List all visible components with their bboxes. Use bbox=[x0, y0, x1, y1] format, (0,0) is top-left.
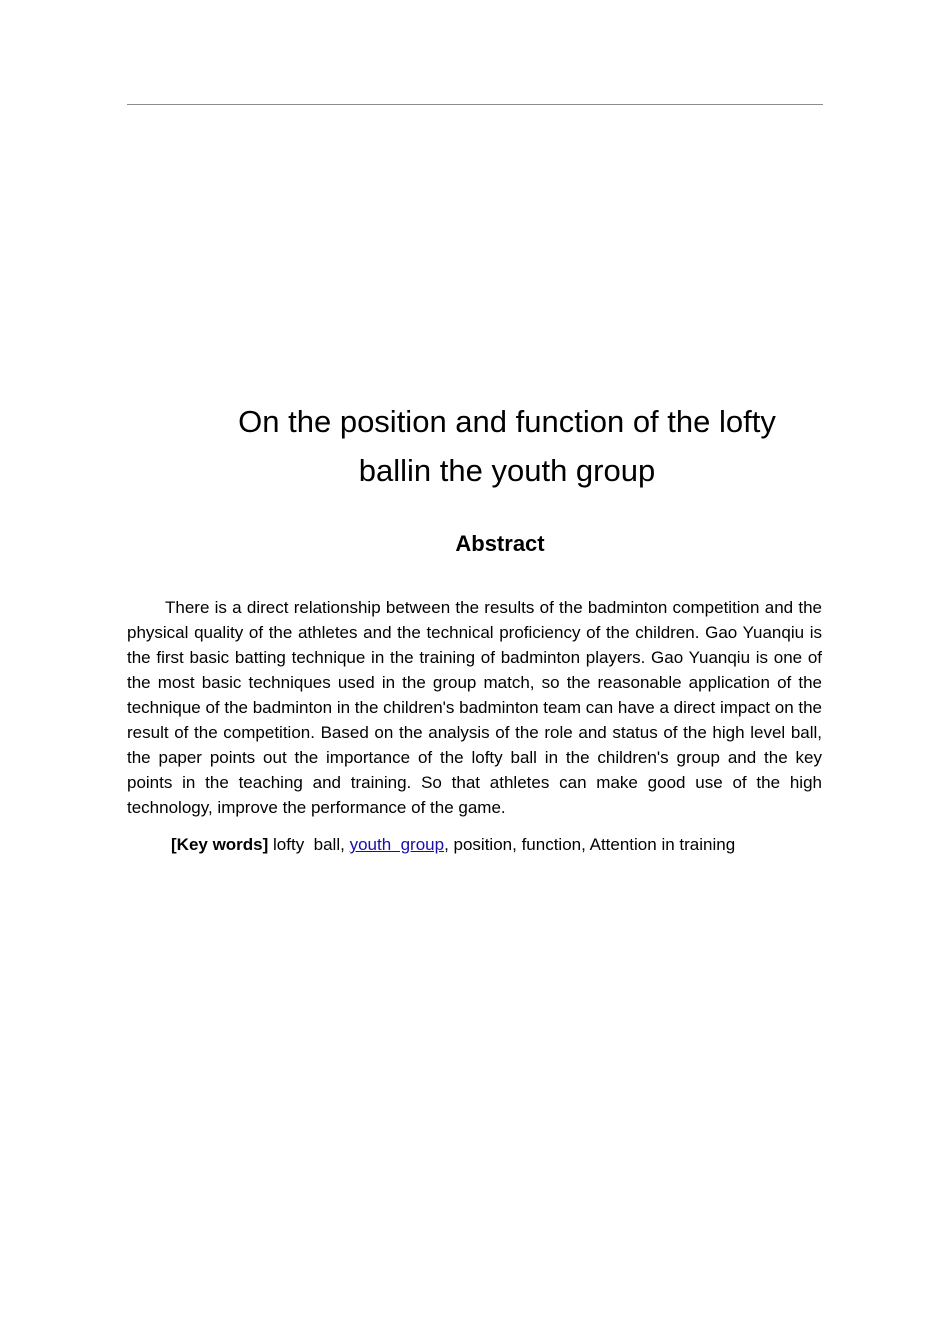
keywords-label: [Key words] bbox=[171, 835, 269, 854]
header-rule bbox=[127, 104, 823, 105]
keyword-link-youth-group[interactable]: youth group bbox=[349, 835, 445, 854]
keywords-text-before: lofty ball, bbox=[268, 835, 350, 854]
paper-title bbox=[127, 397, 887, 495]
abstract-body: There is a direct relationship between the results of the badminton competition and the physical quality of the athletes and the technical proficiency of the children. Gao Yuanqiu is the first basic batting technique in the training of badminton players. Gao Yuanqiu is one of the most basic techniques used in the group match, so the reasonable application of the technique of the badminton in the children's badminton team can have a direct impact on the result of the competition. Based on the analysis of the role and status of the high level ball, the paper points out the importance of the lofty ball in the children's group and the key points in the teaching and training. So that athletes can make good use of the high technology, improve the performance of the game. bbox=[127, 598, 823, 817]
abstract-heading: Abstract bbox=[455, 531, 545, 556]
keywords-text-after: , position, function, Attention in training bbox=[444, 835, 736, 854]
title-line-2: ballin the youth group bbox=[358, 453, 656, 488]
keywords-line bbox=[171, 832, 821, 857]
title-line-1: On the position and function of the lofty bbox=[238, 404, 776, 439]
